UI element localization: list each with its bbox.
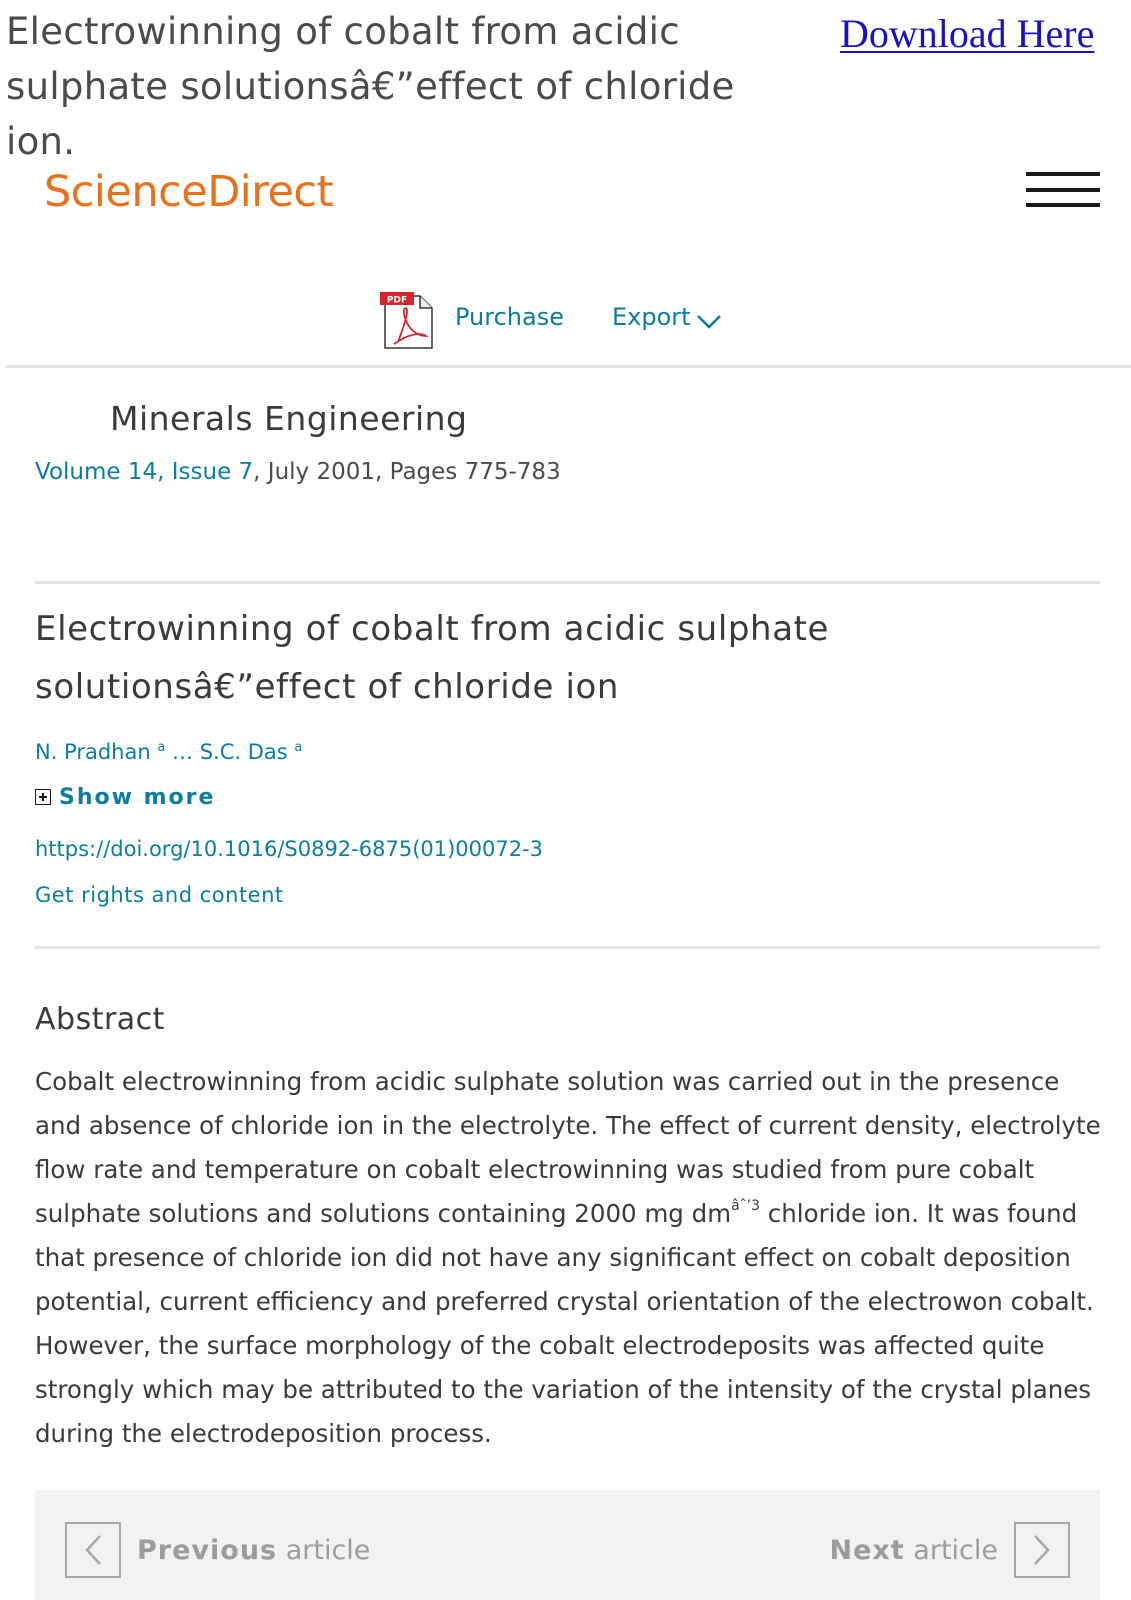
banner-title: Electrowinning of cobalt from acidic sulphate solutionsâ€”effect of chloride ion. [6, 10, 735, 163]
author-list [35, 733, 302, 767]
author-link[interactable] [35, 740, 165, 764]
hamburger-menu-icon[interactable] [1026, 172, 1100, 208]
volume-issue-link[interactable]: Volume 14, Issue 7 [35, 459, 254, 485]
author-separator: … [165, 740, 200, 764]
article-navigation [35, 1490, 1100, 1600]
next-label-bold: Next [829, 1534, 905, 1566]
abstract-text-part: Cobalt electrowinning from acidic sulphate solution was carried out in the presence and absence of chloride ion in the electrolyte. The effect of current density, electrolyte flow rate and temperature on cobalt electrowinning was studied from pure cobalt sulphate solutions and solutions containing 2000 mg dm [35, 1067, 1101, 1228]
article-title: Electrowinning of cobalt from acidic sulphate solutionsâ€”effect of chloride ion [35, 609, 830, 707]
date-pages: , July 2001, Pages 775-783 [253, 459, 561, 485]
sciencedirect-logo[interactable]: ScienceDirect [44, 167, 333, 217]
journal-name[interactable]: Minerals Engineering [110, 399, 468, 438]
show-more-button[interactable] [35, 782, 215, 812]
show-more-label: Show more [59, 784, 216, 810]
chevron-down-icon[interactable] [696, 314, 722, 330]
issue-line [35, 456, 561, 488]
section-divider [35, 581, 1100, 584]
toolbar-divider [6, 365, 1131, 368]
next-article-label [829, 1535, 998, 1566]
abstract-text [35, 1060, 1105, 1456]
previous-label-bold: Previous [137, 1534, 278, 1566]
plus-box-icon [35, 789, 51, 805]
pdf-badge-label: PDF [386, 295, 408, 306]
menu-line [1026, 203, 1100, 207]
purchase-link[interactable]: Purchase [455, 303, 564, 331]
author-name: N. Pradhan [35, 740, 151, 764]
abstract-heading: Abstract [35, 1002, 165, 1037]
previous-article-label [137, 1535, 370, 1566]
download-link[interactable]: Download Here [840, 11, 1095, 56]
menu-line [1026, 172, 1100, 176]
author-name: S.C. Das [199, 740, 288, 764]
rights-link[interactable]: Get rights and content [35, 883, 284, 907]
previous-article-button[interactable] [65, 1520, 370, 1580]
previous-label-rest: article [277, 1534, 371, 1566]
menu-line [1026, 188, 1100, 192]
author-affiliation: a [294, 740, 303, 755]
next-label-rest: article [904, 1534, 998, 1566]
section-divider [35, 946, 1100, 949]
arrow-right-icon [1014, 1522, 1070, 1578]
abstract-superscript: âˆ’3 [731, 1198, 760, 1214]
abstract-text-part: chloride ion. It was found that presence of chloride ion did not have any significant effect on cobalt deposition potential, current efficiency and preferred crystal orientation of the electrowon cobalt. However, the surface morphology of the cobalt electrodeposits was affected quite strongly which may be attributed to the variation of the intensity of the crystal planes during the electrodeposition process. [35, 1199, 1094, 1448]
pdf-file-icon[interactable] [380, 292, 438, 352]
next-article-button[interactable] [829, 1520, 1070, 1580]
export-button[interactable]: Export [612, 303, 691, 331]
doi-link[interactable]: https://doi.org/10.1016/S0892-6875(01)00072-3 [35, 837, 544, 861]
arrow-left-icon [65, 1522, 121, 1578]
author-affiliation: a [157, 740, 166, 755]
author-link[interactable] [200, 740, 303, 764]
